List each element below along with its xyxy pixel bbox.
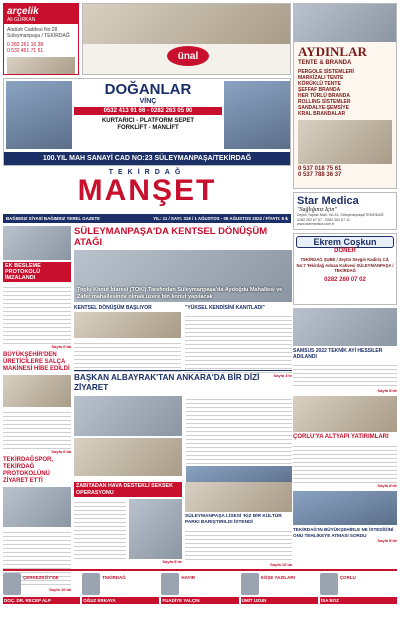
main-story-image [74,250,292,302]
left-story1-title[interactable]: EK BESLEME PROTOKOLÜ İMZALANDI [3,262,71,282]
columnist-photo [320,573,338,595]
masthead-info-bar [3,214,291,223]
unal-logo [167,46,209,66]
bottom-story1 [74,482,182,566]
right-story1-text [293,443,397,483]
main-col1-image [74,312,181,338]
right-story2-title[interactable]: SAMSUS 2022 TEKNİK AYİ HESSILER ADILANDI [293,348,383,360]
columnist-photo [82,573,100,595]
left-story3-image [3,487,71,527]
main-headline[interactable]: SÜLEYMANPAŞA'DA KENTSEL DÖNÜŞÜM ATAĞI [74,226,268,248]
starmedica-web: www.starmedica.com.tr [297,222,335,226]
doganlar-services-1: KURTARICI - PLATFORM SEPET [101,118,195,124]
columnist-card[interactable] [241,573,318,626]
ankara-text [186,396,292,464]
right-story3-title[interactable]: TEKİRDAĞ'IN BÜYÜKŞEHİRLE NE İSTEDİĞİNİ ONU TEHLİKEYE ATMASI SORDU [293,527,394,538]
left-story2-text [3,409,71,449]
columnist-tag: KÖŞE YAZILARI [260,575,295,580]
doganlar-title: DOĞANLAR [104,81,192,98]
aydinlar-item: HER TÜRLÜ BRANDA [298,93,350,99]
bottom-story1-page: Sayfa 8'de [162,559,182,564]
aydinlar-item: SANDALYE-ŞEMSİYE [298,105,349,111]
aydinlar-item: KRAL BRANDALAR [298,111,346,117]
columnist-tag: TEKİRDAĞ [102,575,126,580]
arcelik-phone-2: 0 532 461 71 51 [7,48,44,54]
left-story2-title[interactable]: BÜYÜKŞEHİR'DEN ÜRETİCİLERE SALÇA MAKİNESİ HİBE EDİLDİ [3,352,70,372]
bottom-story2-image [185,482,292,512]
aydinlar-item: ROLLING SİSTEMLER [298,99,351,105]
aydinlar-ad[interactable] [293,3,397,189]
aydinlar-item: ŞEFFAF BRANDA [298,87,341,93]
main-subhead: Toplu Konut İdaresi (TOKİ) Tarafından Süleymanpaşa'da Aydoğdu Mahallesi ve Zafer mahallesinde olmak üzere bin konut yapılacak [77,287,283,300]
right-story1-page: Sayfa 8'de [377,483,397,488]
columnist-photo [241,573,259,595]
left-story2-image [3,375,71,407]
arcelik-address-1: Atatürk Caddesi No:28 [7,27,58,33]
aydinlar-item: PERGOLE SİSTEMLERİ [298,69,354,75]
columnist-photo [3,573,21,595]
footer-columnists [3,569,397,626]
columnist-tag: ÇERKEZKÖY'DE [23,575,59,580]
starmedica-ad[interactable] [293,192,397,230]
aydinlar-phone-2: 0 537 788 36 37 [298,172,342,178]
right-story2-text [293,362,397,388]
ankara-story [74,370,292,480]
ekrem-ad[interactable] [293,233,397,305]
starmedica-address: Zeytin Yaprak Mah. Hü.33. Süleymanpaşa/TEKİRDAĞ [297,213,384,217]
left-story2-page: Sayfa 6'da [51,449,71,454]
left-story3-title[interactable]: TEKİRDAĞSPOR, TEKİRDAĞ PROTOKOLÜNÜ ZİYARET ETTİ [3,457,54,484]
columnist-card[interactable] [3,573,80,626]
doganlar-ad[interactable] [3,78,291,166]
columnist-tag: HAYIR [181,575,195,580]
masthead-issue: YIL: 11 / SAYI: 318 / 1 AĞUSTOS - 08 AĞUSTOS 2022 / FİYATI: 8 ₺ [153,216,288,221]
main-col1-title: KENTSEL DÖNÜŞÜM BAŞLIYOR [74,305,152,311]
columnist-name: DOÇ. DR. RECEP ALP [3,597,80,604]
right-column [293,308,397,566]
aydinlar-top-image [294,4,396,42]
ankara-title[interactable]: BAŞKAN ALBAYRAK'TAN ANKARA'DA BİR DİZİ ZİYARET [74,370,292,393]
arcelik-logo: arçelik [7,6,39,17]
aydinlar-item: KÖRÜKLÜ TENTE [298,81,341,87]
unal-brand-text: ünal [177,51,199,62]
doganlar-address: 100.YIL MAH SANAYİ CAD NO:23 SÜLEYMANPAŞA/TEKİRDAĞ [4,152,290,165]
main-page: Sayfa 4'te [273,373,292,378]
ekrem-logo: Ekrem Coşkun [296,236,394,248]
right-story2-page: Sayfa 8'de [377,388,397,393]
bottom-story2-title[interactable]: SÜLEYMANPAŞA LİSESİ 'KIZ BİR KÜLTÜR PARKI BARIŞTIRILDI İSTENDİ [185,514,282,525]
right-story3-page: Sayfa 8'de [377,538,397,543]
starmedica-slogan: "Sağlığınız İçin" [297,207,337,213]
left-story3-page: Sayfa 10'da [49,587,71,592]
columnist-name: OĞUZ ERKAYA [82,597,159,604]
main-story [74,226,292,378]
columnist-tag: ÇORLU [339,575,356,580]
starmedica-phone: 0282 262 67 67 - 0282 262 67 11 [297,217,350,222]
right-story3-image [293,491,397,525]
ankara-image-1 [74,396,182,436]
arcelik-dealer: Ali GÜRKAN [7,17,36,23]
bottom-story1-text [74,499,126,559]
ekrem-sub: DÖNER [334,248,356,254]
left-story1-page: Sayfa 6'da [51,344,71,349]
doganlar-subtitle: VİNÇ [139,98,157,105]
bottom-story1-title[interactable]: ZABITADAN HAVA DESTEKLİ SEKSEK OPERASYONU [74,482,182,497]
right-story1-title[interactable]: ÇORLU'YA ALTYAPI YATIRIMLARI [293,434,389,440]
doganlar-phone: 0532 413 91 66 - 0282 263 05 90 [74,107,222,115]
masthead [3,169,291,213]
arcelik-products-image [7,57,75,75]
aydinlar-phone-1: 0 537 018 75 61 [298,166,342,172]
columnist-card[interactable] [161,573,238,626]
bottom-story2 [185,482,292,566]
main-col1-text [74,340,181,372]
left-story1-image [3,226,71,260]
columnist-card[interactable] [82,573,159,626]
columnist-photo [161,573,179,595]
main-col2-text [185,313,292,373]
bottom-story2-page: Sayfa 10'da [270,562,292,567]
starmedica-logo: Star Medica [297,195,359,207]
doganlar-services-2: FORKLİFT - MANLİFT [117,125,179,131]
ekrem-address: TEKİRDAĞ ŞUBE / Zeytin Sevgin Kadiriş Cd. No:7 Tekirdağ Adnan Kahvesi SÜLEYMANPAŞA / TEKİRDAĞ [296,257,394,273]
aydinlar-subtitle: TENTE & BRANDA [298,60,352,66]
masthead-city: TEKİRDAĞ [108,169,186,176]
masthead-title: MANŞET [77,174,217,207]
columnist-name: ÜMİT UZUN [241,597,318,604]
right-story1-image [293,396,397,432]
main-col2-title: "YÜKSEL KENDİSİNİ KANITLADI" [185,305,265,311]
aydinlar-title: AYDINLAR [298,44,367,59]
bottom-story1-image [129,499,182,559]
arcelik-phone-1: 0 282 261 16 38 [7,42,44,48]
arcelik-address-2: Süleymanpaşa / TEKİRDAĞ [7,33,70,39]
aydinlar-item: MARKİZALI TENTE [298,75,344,81]
columnist-card[interactable] [320,573,397,626]
masthead-tagline: BAĞIMSIZ SİYASİ BAĞIMSIZ YEREL GAZETE [6,216,101,221]
ekrem-phone: 0282 260 07 02 [324,276,366,283]
ankara-image-2 [74,438,182,476]
columnist-name: FUADİYE YALÇIN [161,597,238,604]
columnist-name: İSA BOZ [320,597,397,604]
doganlar-crane-image-left [6,81,72,149]
right-story2-image [293,308,397,346]
unal-ad[interactable] [82,3,291,75]
bottom-story2-text [185,528,292,562]
arcelik-ad[interactable] [3,3,79,75]
aydinlar-product-image [298,120,392,164]
unal-banner-image [83,4,290,44]
doganlar-crane-image-right [224,81,290,149]
left-story1-text [3,284,71,344]
